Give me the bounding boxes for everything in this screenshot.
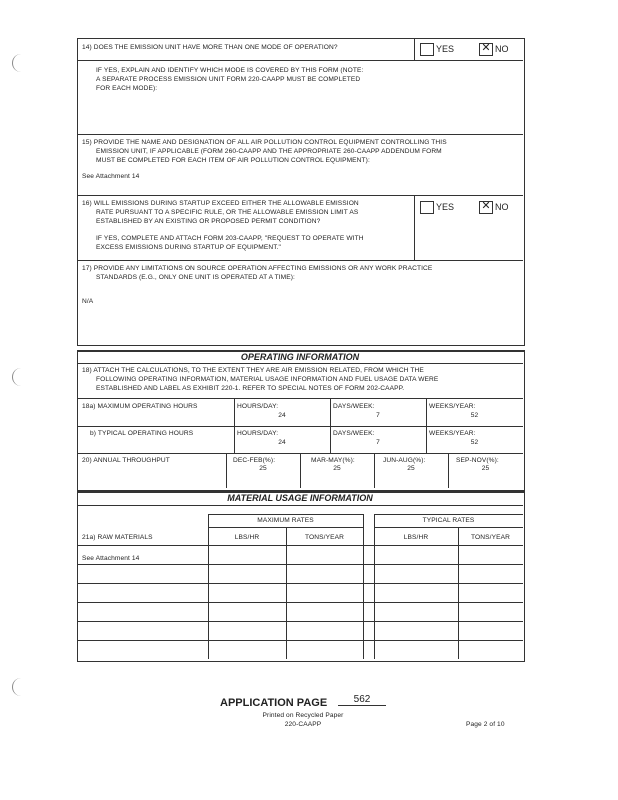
q15-line1: 15) PROVIDE THE NAME AND DESIGNATION OF ALL AIR POLLUTION CONTROL EQUIPMENT CONTROLLING THIS	[82, 139, 447, 146]
q16-no-label: NO	[495, 202, 509, 212]
form-code: 220-CAAPP	[284, 721, 322, 728]
max-weeks-year-label: WEEKS/YEAR:	[429, 403, 476, 410]
q17-line1: 17) PROVIDE ANY LIMITATIONS ON SOURCE OPERATION AFFECTING EMISSIONS OR ANY WORK PRACTICE	[82, 265, 433, 272]
checkmark-x-icon: ✕	[481, 42, 491, 54]
q14-line1: IF YES, EXPLAIN AND IDENTIFY WHICH MODE IS COVERED BY THIS FORM (NOTE:	[96, 67, 364, 74]
q16-line2: RATE PURSUANT TO A SPECIFIC RULE, OR THE ALLOWABLE EMISSION LIMIT AS	[96, 209, 359, 216]
q17-line2: STANDARDS (E.G., ONLY ONE UNIT IS OPERATED AT A TIME):	[96, 274, 295, 281]
q14-yes-label: YES	[436, 44, 455, 54]
q16-line4: IF YES, COMPLETE AND ATTACH FORM 203-CAAPP, "REQUEST TO OPERATE WITH	[96, 235, 364, 242]
max-lbs-hr-header: LBS/HR	[234, 534, 260, 541]
q15-line3: MUST BE COMPLETED FOR EACH ITEM OF AIR POLLUTION CONTROL EQUIPMENT):	[96, 157, 370, 164]
typ-tons-year-header: TONS/YEAR	[471, 534, 510, 541]
max-days-week-label: DAYS/WEEK:	[333, 403, 375, 410]
q18-line1: 18) ATTACH THE CALCULATIONS, TO THE EXTENT THEY ARE AIR EMISSION RELATED, FROM WHICH THE	[82, 367, 424, 374]
q14-no-checkbox[interactable]	[479, 43, 493, 56]
q16-line1: 16) WILL EMISSIONS DURING STARTUP EXCEED EITHER THE ALLOWABLE EMISSION	[82, 200, 359, 207]
q18-line2: FOLLOWING OPERATING INFORMATION, MATERIAL USAGE INFORMATION AND FUEL USAGE DATA WERE	[96, 376, 439, 383]
q15-answer: See Attachment 14	[82, 173, 140, 180]
jun-aug-value[interactable]: 25	[407, 465, 415, 472]
typical-rates-header: TYPICAL RATES	[422, 517, 475, 524]
max-rates-header: MAXIMUM RATES	[257, 517, 314, 524]
raw-materials-label: 21a) RAW MATERIALS	[82, 534, 153, 541]
hole-punch-mark	[12, 368, 23, 386]
material-usage-title: MATERIAL USAGE INFORMATION	[227, 493, 373, 503]
max-tons-year-header: TONS/YEAR	[305, 534, 344, 541]
typ-hours-day-label: HOURS/DAY:	[237, 430, 279, 437]
max-hours-day-label: HOURS/DAY:	[237, 403, 279, 410]
q16-no-checkbox[interactable]	[479, 201, 493, 214]
application-page-label: APPLICATION PAGE	[220, 697, 328, 709]
q15-line2: EMISSION UNIT, IF APPLICABLE (FORM 260-CAAPP AND THE APPROPRIATE 260-CAAPP ADDENDUM FORM	[96, 148, 442, 155]
q14-line2: A SEPARATE PROCESS EMISSION UNIT FORM 220-CAAPP MUST BE COMPLETED	[96, 76, 361, 83]
q17-answer: N/A	[82, 298, 94, 305]
page-of-count: Page 2 of 10	[466, 721, 505, 728]
raw-material-row-1[interactable]: See Attachment 14	[82, 555, 140, 562]
hole-punch-mark	[12, 54, 23, 72]
max-hours-label: 18a) MAXIMUM OPERATING HOURS	[82, 403, 198, 410]
max-days-week-value[interactable]: 7	[376, 412, 380, 419]
q14-question: 14) DOES THE EMISSION UNIT HAVE MORE THAN ONE MODE OF OPERATION?	[82, 44, 338, 51]
typ-lbs-hr-header: LBS/HR	[403, 534, 429, 541]
checkmark-x-icon: ✕	[481, 200, 491, 212]
sep-nov-label: SEP-NOV(%):	[456, 457, 499, 464]
q16-line3: ESTABLISHED BY AN EXISTING OR PROPOSED PERMIT CONDITION?	[96, 218, 321, 225]
operating-info-title: OPERATING INFORMATION	[240, 352, 360, 362]
typ-weeks-year-label: WEEKS/YEAR:	[429, 430, 476, 437]
hole-punch-mark	[12, 678, 23, 696]
max-hours-day-value[interactable]: 24	[278, 412, 286, 419]
typ-days-week-label: DAYS/WEEK:	[333, 430, 375, 437]
recycled-paper-note: Printed on Recycled Paper	[262, 712, 344, 719]
typ-hours-day-value[interactable]: 24	[278, 439, 286, 446]
jun-aug-label: JUN-AUG(%):	[383, 457, 426, 464]
typ-hours-label: b) TYPICAL OPERATING HOURS	[90, 430, 194, 437]
q14-no-label: NO	[495, 44, 509, 54]
q18-line3: ESTABLISHED AND LABEL AS EXHIBIT 220-1. REFER TO SPECIAL NOTES OF FORM 202-CAAPP.	[96, 385, 405, 392]
sep-nov-value[interactable]: 25	[481, 465, 490, 472]
mar-may-value[interactable]: 25	[333, 465, 341, 472]
typ-weeks-year-value[interactable]: 52	[470, 439, 479, 446]
dec-feb-label: DEC-FEB(%):	[233, 457, 276, 464]
application-page-number: 562	[338, 694, 386, 706]
q14-yes-checkbox[interactable]	[420, 43, 434, 56]
q14-line3: FOR EACH MODE):	[96, 85, 158, 92]
q16-line5: EXCESS EMISSIONS DURING STARTUP OF EQUIPMENT."	[96, 244, 281, 251]
typ-days-week-value[interactable]: 7	[376, 439, 380, 446]
dec-feb-value[interactable]: 25	[259, 465, 267, 472]
max-weeks-year-value[interactable]: 52	[470, 412, 479, 419]
throughput-label: 20) ANNUAL THROUGHPUT	[82, 457, 170, 464]
q16-yes-label: YES	[436, 202, 455, 212]
q16-yes-checkbox[interactable]	[420, 201, 434, 214]
mar-may-label: MAR-MAY(%):	[311, 457, 355, 464]
